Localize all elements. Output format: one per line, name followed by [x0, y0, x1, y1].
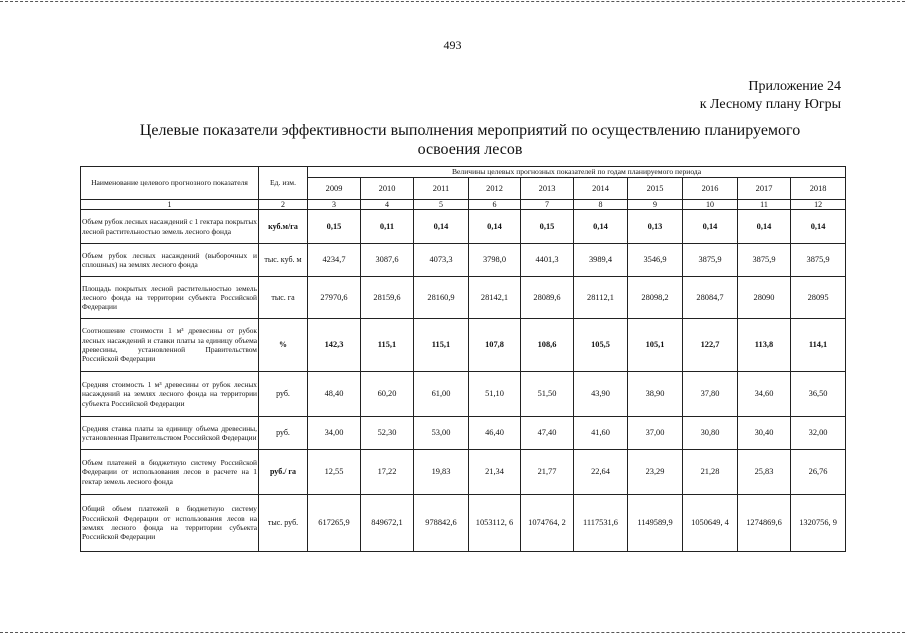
indicator-value: 1074764, 2	[521, 495, 574, 552]
indicator-value: 0,14	[414, 210, 469, 244]
indicator-name: Средняя ставка платы за единицу объема древесины, установленная Правительством Российской Федерации	[81, 417, 259, 450]
indicator-unit: тыс. руб.	[259, 495, 308, 552]
indicator-value: 43,90	[574, 372, 628, 417]
indicator-value: 3875,9	[738, 244, 791, 277]
indicator-unit: %	[259, 319, 308, 372]
header-year: 2012	[469, 178, 521, 200]
top-border-line	[0, 1, 905, 2]
indicator-value: 4401,3	[521, 244, 574, 277]
column-index: 10	[683, 200, 738, 210]
indicator-value: 1274869,6	[738, 495, 791, 552]
indicator-value: 36,50	[791, 372, 846, 417]
indicator-value: 105,5	[574, 319, 628, 372]
indicator-value: 0,15	[308, 210, 361, 244]
indicator-value: 28095	[791, 277, 846, 319]
indicator-value: 19,83	[414, 450, 469, 495]
page-number: 493	[443, 38, 462, 52]
header-year: 2014	[574, 178, 628, 200]
indicator-value: 28159,6	[361, 277, 414, 319]
bottom-border-line	[0, 632, 905, 633]
indicator-value: 32,00	[791, 417, 846, 450]
indicator-value: 105,1	[628, 319, 683, 372]
appendix-line-2: к Лесному плану Югры	[699, 97, 841, 112]
indicator-value: 52,30	[361, 417, 414, 450]
indicator-value: 61,00	[414, 372, 469, 417]
header-year: 2009	[308, 178, 361, 200]
indicator-value: 0,14	[683, 210, 738, 244]
page-title	[90, 121, 850, 159]
indicator-value: 0,15	[521, 210, 574, 244]
header-year: 2017	[738, 178, 791, 200]
title-line-2: освоения лесов	[417, 141, 523, 158]
indicator-value: 38,90	[628, 372, 683, 417]
table-row	[81, 319, 846, 372]
indicator-value: 21,77	[521, 450, 574, 495]
indicator-value: 34,00	[308, 417, 361, 450]
column-index: 7	[521, 200, 574, 210]
indicator-name: Объем рубок лесных насаждений с 1 гектара покрытых лесной растительностью земель лесного фонда	[81, 210, 259, 244]
indicator-value: 0,11	[361, 210, 414, 244]
indicator-unit: руб.	[259, 417, 308, 450]
indicator-name: Средняя стоимость 1 м³ древесины от рубок лесных насаждений на землях лесного фонда на территории субъекта Российской Федерации	[81, 372, 259, 417]
indicator-value: 3546,9	[628, 244, 683, 277]
column-index: 12	[791, 200, 846, 210]
indicator-value: 3989,4	[574, 244, 628, 277]
indicator-value: 41,60	[574, 417, 628, 450]
indicator-value: 849672,1	[361, 495, 414, 552]
title-line-1: Целевые показатели эффективности выполнения мероприятий по осуществлению планируемого	[139, 122, 801, 139]
indicator-value: 0,14	[574, 210, 628, 244]
indicator-name: Общий объем платежей в бюджетную систему Российской Федерации от использования лесов на землях лесного фонда на территории субъекта Российской Федерации	[81, 495, 259, 552]
column-index: 6	[469, 200, 521, 210]
indicator-value: 27970,6	[308, 277, 361, 319]
indicator-value: 617265,9	[308, 495, 361, 552]
column-index: 2	[259, 200, 308, 210]
header-year: 2011	[414, 178, 469, 200]
indicator-value: 28112,1	[574, 277, 628, 319]
indicator-value: 30,40	[738, 417, 791, 450]
header-period: Величины целевых прогнозных показателей по годам планируемого периода	[308, 167, 846, 178]
indicator-value: 978842,6	[414, 495, 469, 552]
indicator-value: 46,40	[469, 417, 521, 450]
indicator-value: 4073,3	[414, 244, 469, 277]
indicator-value: 47,40	[521, 417, 574, 450]
column-index: 3	[308, 200, 361, 210]
indicator-value: 0,13	[628, 210, 683, 244]
indicator-unit: тыс. куб. м	[259, 244, 308, 277]
header-year: 2016	[683, 178, 738, 200]
indicator-value: 0,14	[791, 210, 846, 244]
indicator-value: 1050649, 4	[683, 495, 738, 552]
indicators-table	[80, 166, 846, 552]
header-year: 2018	[791, 178, 846, 200]
indicator-value: 0,14	[738, 210, 791, 244]
indicator-value: 22,64	[574, 450, 628, 495]
indicator-value: 3798,0	[469, 244, 521, 277]
table-row	[81, 372, 846, 417]
indicator-value: 51,10	[469, 372, 521, 417]
indicator-value: 142,3	[308, 319, 361, 372]
indicator-value: 53,00	[414, 417, 469, 450]
indicator-value: 3087,6	[361, 244, 414, 277]
indicator-unit: руб./ га	[259, 450, 308, 495]
indicator-value: 1320756, 9	[791, 495, 846, 552]
column-index: 9	[628, 200, 683, 210]
table-row	[81, 450, 846, 495]
column-index: 5	[414, 200, 469, 210]
indicator-value: 25,83	[738, 450, 791, 495]
indicator-value: 1117531,6	[574, 495, 628, 552]
indicator-value: 3875,9	[683, 244, 738, 277]
indicator-value: 28084,7	[683, 277, 738, 319]
indicator-name: Объем платежей в бюджетную систему Российской Федерации от использования лесов в расчете на 1 гектар земель лесного фонда	[81, 450, 259, 495]
indicator-value: 60,20	[361, 372, 414, 417]
indicator-value: 48,40	[308, 372, 361, 417]
indicator-value: 30,80	[683, 417, 738, 450]
table-row	[81, 277, 846, 319]
indicator-value: 122,7	[683, 319, 738, 372]
column-index: 1	[81, 200, 259, 210]
indicator-name: Объем рубок лесных насаждений (выборочных и сплошных) на землях лесного фонда	[81, 244, 259, 277]
header-year: 2013	[521, 178, 574, 200]
table-row	[81, 244, 846, 277]
indicator-value: 28160,9	[414, 277, 469, 319]
indicator-value: 113,8	[738, 319, 791, 372]
indicator-value: 1149589,9	[628, 495, 683, 552]
indicator-value: 108,6	[521, 319, 574, 372]
column-index: 11	[738, 200, 791, 210]
table-row	[81, 417, 846, 450]
indicator-value: 21,28	[683, 450, 738, 495]
indicator-unit: тыс. га	[259, 277, 308, 319]
indicator-value: 28142,1	[469, 277, 521, 319]
indicator-value: 51,50	[521, 372, 574, 417]
appendix-label	[700, 78, 841, 114]
header-unit: Ед. изм.	[259, 167, 308, 200]
table-row	[81, 495, 846, 552]
indicator-unit: руб.	[259, 372, 308, 417]
appendix-line-1: Приложение 24	[748, 79, 841, 94]
indicator-value: 37,80	[683, 372, 738, 417]
indicator-value: 23,29	[628, 450, 683, 495]
header-year: 2015	[628, 178, 683, 200]
indicator-value: 115,1	[414, 319, 469, 372]
indicator-value: 26,76	[791, 450, 846, 495]
column-index: 8	[574, 200, 628, 210]
indicator-name: Соотношение стоимости 1 м³ древесины от рубок лесных насаждений и ставки платы за единицу объема древесины, установленной Правительством Российской Федерации	[81, 319, 259, 372]
indicator-unit: куб.м/га	[259, 210, 308, 244]
indicator-value: 107,8	[469, 319, 521, 372]
indicator-value: 21,34	[469, 450, 521, 495]
indicator-value: 114,1	[791, 319, 846, 372]
table-row	[81, 210, 846, 244]
indicator-value: 1053112, 6	[469, 495, 521, 552]
header-indicator-name: Наименование целевого прогнозного показателя	[81, 167, 259, 200]
column-index: 4	[361, 200, 414, 210]
indicator-value: 28090	[738, 277, 791, 319]
indicator-value: 28098,2	[628, 277, 683, 319]
indicator-value: 4234,7	[308, 244, 361, 277]
indicator-value: 115,1	[361, 319, 414, 372]
indicator-value: 37,00	[628, 417, 683, 450]
indicator-value: 34,60	[738, 372, 791, 417]
indicator-value: 0,14	[469, 210, 521, 244]
indicator-value: 28089,6	[521, 277, 574, 319]
header-year: 2010	[361, 178, 414, 200]
indicator-value: 17,22	[361, 450, 414, 495]
indicator-value: 12,55	[308, 450, 361, 495]
indicator-name: Площадь покрытых лесной растительностью земель лесного фонда на территории субъекта Российской Федерации	[81, 277, 259, 319]
indicator-value: 3875,9	[791, 244, 846, 277]
